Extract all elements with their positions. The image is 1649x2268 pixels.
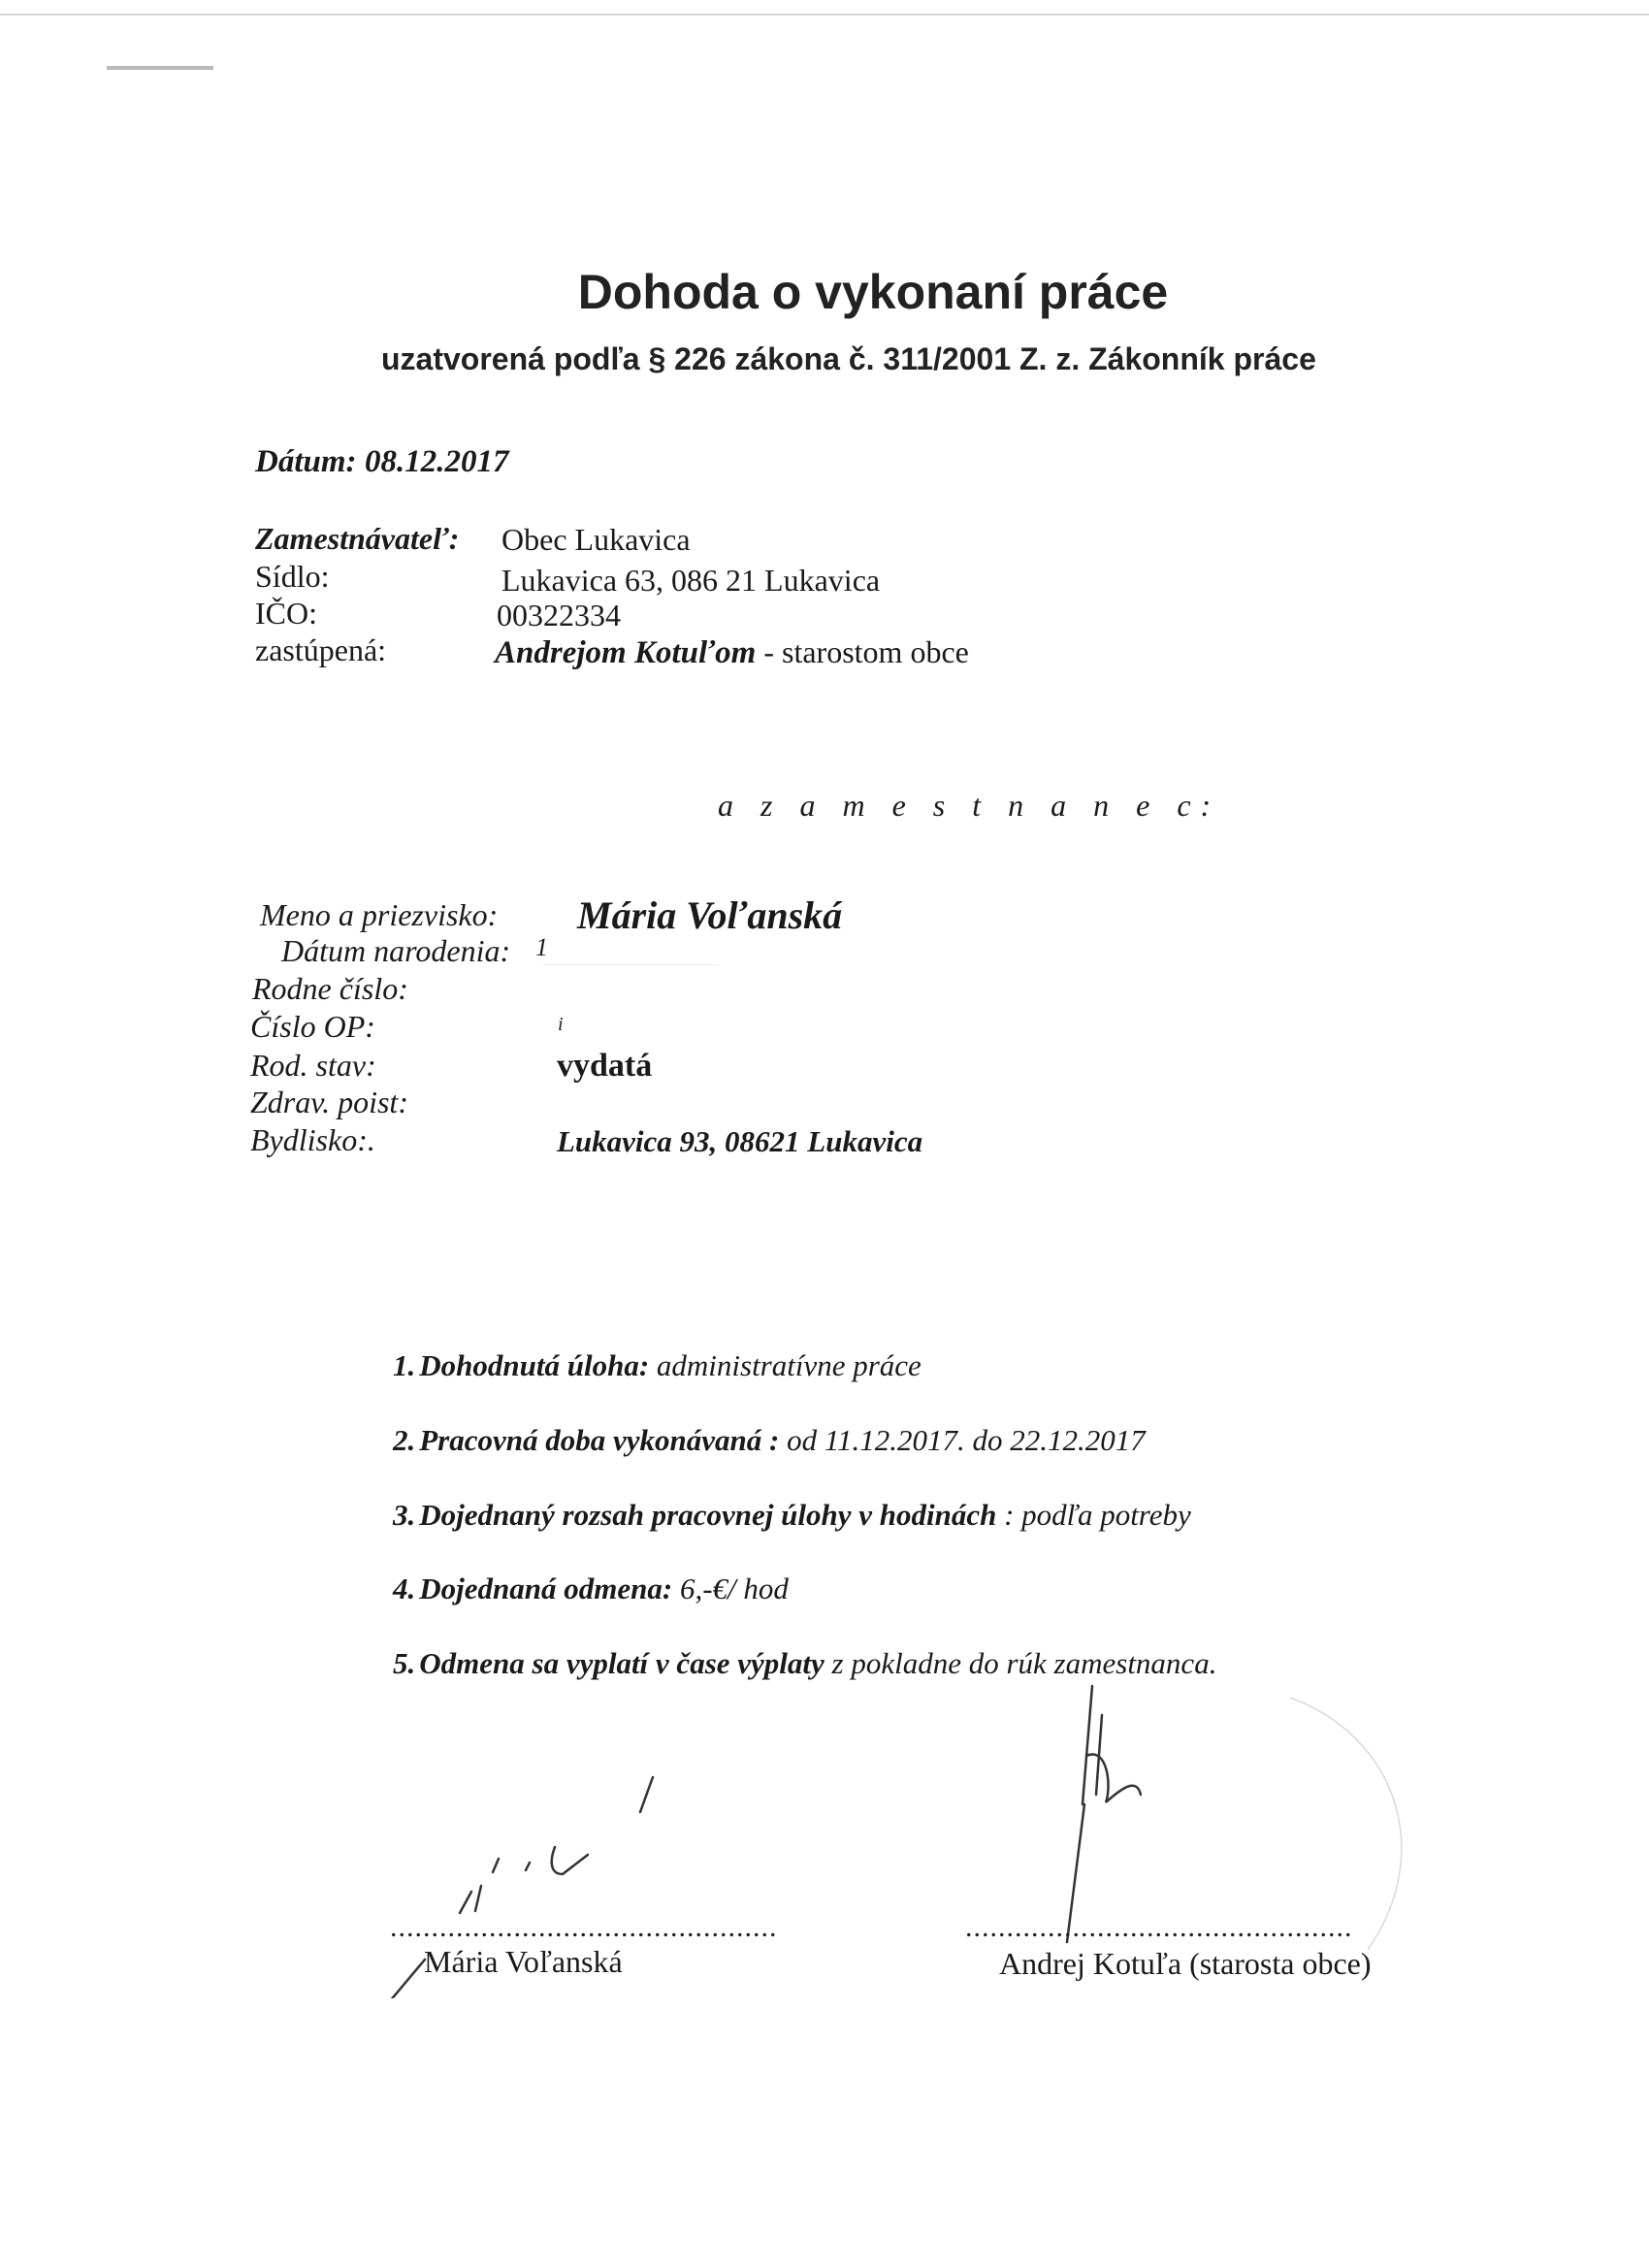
date-label: Dátum: — [255, 444, 357, 479]
term-value: administratívne práce — [649, 1348, 922, 1382]
representative — [495, 634, 969, 671]
birth-number-label: Rodne číslo: — [252, 971, 408, 1006]
marital-status-value: vydatá — [557, 1048, 653, 1084]
term-number: 3. — [393, 1498, 416, 1532]
document-title: Dohoda o vykonaní práce — [577, 265, 1169, 319]
term-4 — [393, 1571, 789, 1606]
birth-date-label: Dátum narodenia: — [281, 933, 511, 968]
term-label: Dojednaný rozsah pracovnej úlohy v hodinách — [419, 1498, 997, 1532]
term-2 — [393, 1423, 1146, 1458]
term-value: z pokladne do rúk zamestnanca. — [824, 1646, 1217, 1680]
term-1 — [393, 1348, 922, 1383]
marital-status-label: Rod. stav: — [250, 1048, 376, 1083]
ico-value: 00322334 — [497, 598, 621, 632]
employer-signatory-name: Andrej Kotuľa (starosta obce) — [999, 1946, 1372, 1981]
ico-label: IČO: — [255, 596, 317, 631]
employee-name-label: Meno a priezvisko: — [260, 897, 499, 932]
address-value: Lukavica 93, 08621 Lukavica — [557, 1124, 923, 1158]
address-label: Bydlisko:. — [250, 1122, 375, 1157]
employee-connector: a z a m e s t n a n e c: — [718, 788, 1221, 823]
seat-value: Lukavica 63, 086 21 Lukavica — [501, 563, 881, 598]
employer-name: Obec Lukavica — [501, 522, 691, 557]
term-number: 5. — [393, 1646, 416, 1680]
seat-label: Sídlo: — [255, 559, 330, 594]
id-card-value: i — [558, 1014, 564, 1035]
term-value: 6,-€/ hod — [672, 1571, 789, 1605]
birth-date-value: 1 — [535, 933, 548, 961]
scan-mark — [107, 66, 213, 70]
term-label: Dojednaná odmena: — [419, 1571, 673, 1605]
term-value: : podľa potreby — [996, 1498, 1191, 1532]
health-insurance-label: Zdrav. poist: — [250, 1085, 408, 1119]
term-number: 4. — [393, 1571, 416, 1605]
term-3 — [393, 1498, 1191, 1533]
employee-signatory-name: Mária Voľanská — [424, 1944, 623, 1979]
term-label: Odmena sa vyplatí v čase výplaty — [419, 1646, 824, 1680]
term-number: 2. — [393, 1423, 416, 1457]
representative-label: zastúpená: — [255, 632, 387, 667]
employee-name-value: Mária Voľanská — [577, 893, 843, 937]
term-value: od 11.12.2017. do 22.12.2017 — [779, 1423, 1146, 1457]
document-subtitle: uzatvorená podľa § 226 zákona č. 311/2001 Z. z. Zákonník práce — [381, 341, 1316, 376]
term-label: Pracovná doba vykonávaná : — [419, 1423, 780, 1457]
term-label: Dohodnutá úloha: — [419, 1348, 650, 1382]
employer-signature-line: ............................................... — [965, 1911, 1353, 1943]
redaction-mark — [543, 964, 718, 965]
employer-label: Zamestnávateľ: — [255, 521, 460, 556]
representative-role: - starostom obce — [756, 634, 969, 669]
term-number: 1. — [393, 1348, 416, 1382]
representative-name: Andrejom Kotuľom — [495, 635, 757, 670]
date-value: 08.12.2017 — [365, 444, 509, 479]
id-card-label: Číslo OP: — [250, 1009, 375, 1044]
term-5 — [393, 1646, 1216, 1681]
employee-signature-line: ............................................... — [390, 1911, 778, 1943]
scan-edge-line — [0, 14, 1649, 16]
